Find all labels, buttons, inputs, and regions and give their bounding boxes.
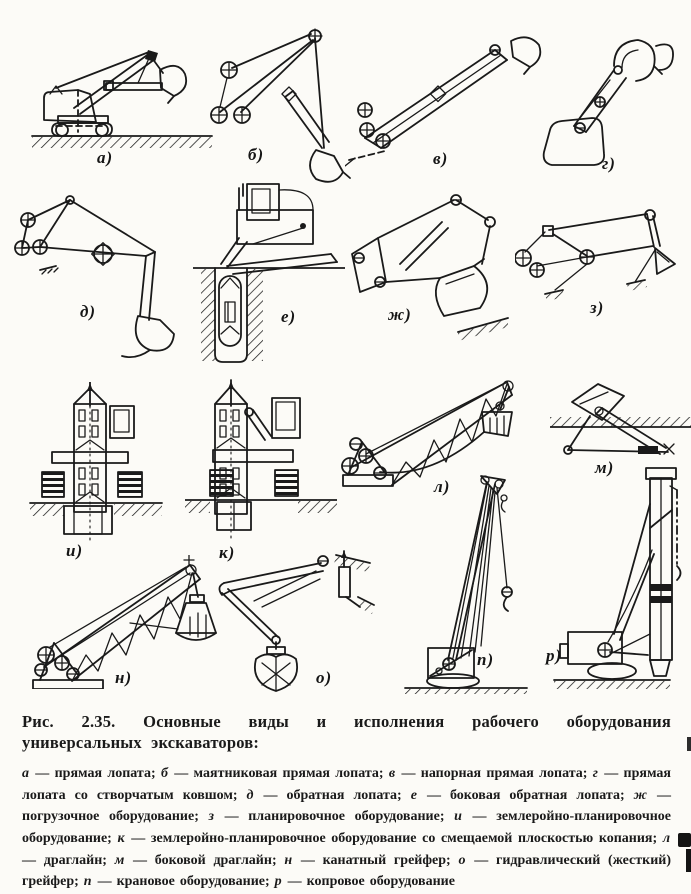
drawing-label-v: в)	[433, 149, 449, 168]
sketch-loader-equipment	[342, 192, 517, 348]
sketch-crowd-straight-shovel	[345, 28, 545, 168]
legend-entry: в — напорная прямая лопата;	[388, 765, 593, 781]
legend-entry: г — прямая лопата со створчатым ковшом;	[22, 765, 671, 803]
legend-entry: ж — погрузочное оборудование;	[22, 787, 671, 825]
drawing-label-p: п)	[477, 650, 495, 669]
drawing-a-straight-shovel	[22, 28, 222, 173]
drawing-zh-loader	[342, 192, 517, 348]
drawing-d-backhoe	[12, 190, 197, 370]
drawing-label-k: к)	[219, 543, 236, 562]
drawing-label-zh: ж)	[388, 305, 412, 324]
legend-entry: м — боковой драглайн;	[114, 852, 285, 868]
sketch-side-backhoe	[193, 182, 345, 378]
scan-artifact-bar	[686, 849, 691, 872]
drawing-k-digging-grading-offset	[185, 378, 337, 556]
scan-artifact-blot	[678, 833, 691, 847]
drawing-p-crane	[403, 468, 531, 694]
legend-entry: о — гидравлический (жесткий) грейфер;	[22, 852, 671, 890]
drawing-label-z: з)	[590, 298, 605, 317]
drawing-g-clamshell-shovel	[540, 30, 690, 170]
legend-entry: п — крановое оборудование;	[83, 874, 275, 890]
legend-entry: д — обратная лопата;	[246, 787, 411, 803]
drawing-label-m: м)	[595, 458, 615, 477]
drawing-label-r: р)	[546, 646, 563, 665]
drawing-i-digging-grading	[28, 382, 164, 554]
drawing-label-n: н)	[115, 668, 133, 687]
drawing-label-g: г)	[602, 154, 616, 173]
sketch-pendulum-straight-shovel	[205, 24, 360, 190]
legend-entry: к — землеройно-планировочное оборудование со смещаемой плоскостью копания;	[117, 830, 663, 846]
sketch-backhoe	[12, 190, 197, 370]
sketch-digging-grading-offset-equipment	[185, 378, 337, 556]
figure-caption	[22, 711, 671, 893]
sketch-clamshell-straight-shovel	[540, 30, 690, 170]
legend-entry: л — драглайн;	[22, 830, 670, 868]
drawing-label-e: е)	[281, 307, 297, 326]
sketch-straight-shovel	[22, 28, 222, 173]
drawing-e-side-backhoe	[193, 182, 345, 378]
drawing-label-o: о)	[316, 668, 333, 687]
figure-title: Основные виды и исполнения рабочего оборудования универсальных экскаваторов:	[22, 712, 671, 753]
legend-entry: и — землеройно-планировочное оборудование;	[22, 809, 671, 846]
drawing-label-a: а)	[97, 148, 114, 167]
legend-entry: н — канатный грейфер;	[284, 852, 459, 868]
drawing-m-side-dragline	[550, 378, 691, 471]
figure-number: Рис. 2.35.	[22, 712, 116, 731]
drawing-v-crowd-shovel	[345, 28, 545, 168]
sketch-piledriver-equipment	[544, 464, 691, 694]
sketch-crane-equipment	[403, 468, 531, 694]
drawing-b-pendulum-shovel	[205, 24, 360, 190]
legend-entry: а — прямая лопата;	[22, 765, 161, 781]
sketch-side-dragline	[550, 378, 691, 471]
sketch-hydraulic-grab	[218, 549, 398, 699]
drawing-label-d: д)	[80, 302, 97, 321]
drawing-label-l: л)	[434, 477, 451, 496]
legend-entry: е — боковая обратная лопата;	[410, 787, 634, 803]
sketch-digging-grading-equipment	[28, 382, 164, 554]
figure-legend	[22, 763, 671, 893]
drawing-label-b: б)	[248, 145, 265, 164]
scan-artifact-edge-mark	[687, 737, 691, 751]
legend-entry: з — планировочное оборудование;	[208, 809, 455, 825]
drawing-r-piledriver	[544, 464, 691, 694]
drawing-o-hydraulic-grab	[218, 549, 398, 699]
legend-entry: б — маятниковая прямая лопата;	[160, 765, 389, 781]
legend-entry: р — копровое оборудование	[274, 874, 455, 890]
caption-title	[22, 711, 671, 754]
drawing-label-i: и)	[66, 541, 84, 560]
